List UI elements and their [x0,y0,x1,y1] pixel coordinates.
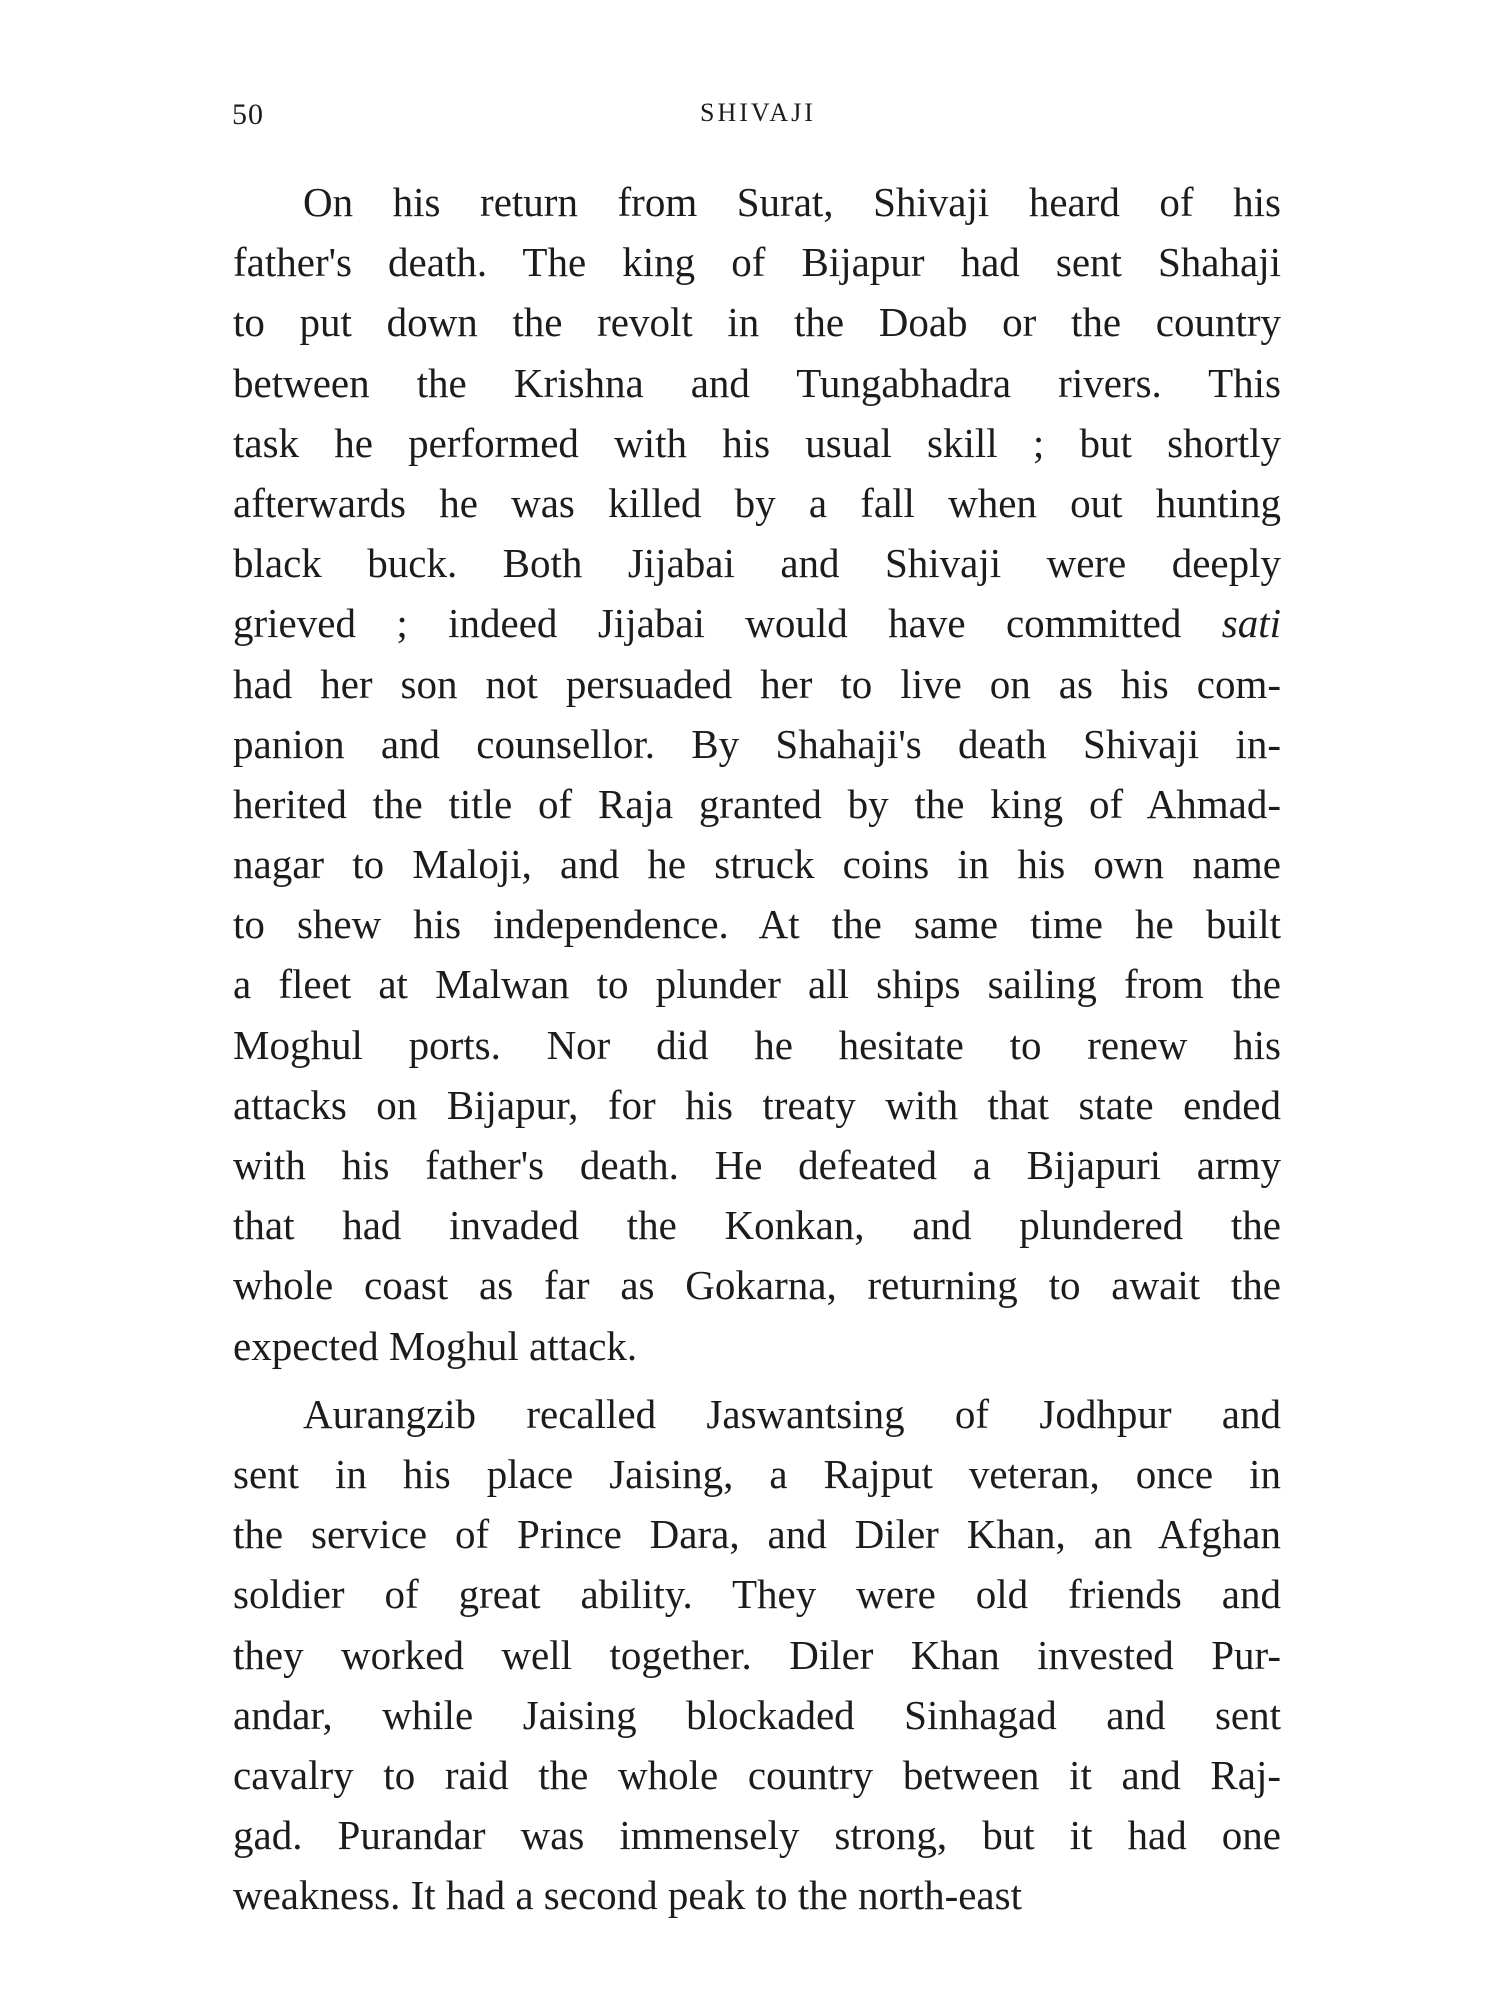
text-line: to shew his independence. At the same time he built [233,901,1281,948]
paragraph [233,1384,1281,1926]
text-line: sent in his place Jaising, a Rajput veteran, once in [233,1450,1281,1497]
text-line: On his return from Surat, Shivaji heard of his [303,179,1281,225]
text-line: attacks on Bijapur, for his treaty with that state ended [233,1081,1281,1128]
text-line: expected Moghul attack. [233,1322,638,1369]
text-line: whole coast as far as Gokarna, returning to await the [233,1262,1281,1309]
text-line: the service of Prince Dara, and Diler Khan, an Afghan [233,1511,1281,1558]
text-line: Moghul ports. Nor did he hesitate to renew his [233,1021,1281,1068]
text-line: gad. Purandar was immensely strong, but it had one [233,1812,1281,1859]
italic-term: sati [1221,600,1281,647]
text-line: cavalry to raid the whole country between it and Raj- [233,1751,1281,1798]
running-head [0,98,1500,138]
text-line: father's death. The king of Bijapur had sent Shahaji [233,239,1281,286]
text-line: panion and counsellor. By Shahaji's death Shivaji in- [233,720,1281,767]
text-line: weakness. It had a second peak to the north-east [233,1872,1022,1919]
text-line: herited the title of Raja granted by the king of Ahmad- [233,780,1281,827]
text-line: they worked well together. Diler Khan invested Pur- [233,1631,1281,1678]
text-line: had her son not persuaded her to live on as his com- [233,660,1281,707]
text-line: Aurangzib recalled Jaswantsing of Jodhpur and [303,1390,1281,1437]
text-line: with his father's death. He defeated a Bijapuri army [233,1142,1281,1188]
text-line: that had invaded the Konkan, and plundered the [233,1202,1281,1249]
paragraph [233,172,1281,1376]
text-line: task he performed with his usual skill ; but shortly [233,419,1281,466]
text-line: a fleet at Malwan to plunder all ships sailing from the [233,961,1281,1008]
text-line: grieved ; indeed Jijabai would have committed sati [233,600,1281,647]
text-line: between the Krishna and Tungabhadra rivers. This [233,359,1281,406]
page-number: 50 [232,98,264,131]
text-line: afterwards he was killed by a fall when out hunting [233,479,1281,526]
text-line: to put down the revolt in the Doab or the country [233,299,1281,346]
body-text [233,172,1281,1925]
text-line: andar, while Jaising blockaded Sinhagad and sent [233,1691,1281,1738]
text-line: black buck. Both Jijabai and Shivaji were deeply [233,540,1281,587]
running-title: SHIVAJI [700,98,816,127]
text-line: soldier of great ability. They were old friends and [233,1571,1281,1618]
text-line: nagar to Maloji, and he struck coins in his own name [233,841,1281,888]
